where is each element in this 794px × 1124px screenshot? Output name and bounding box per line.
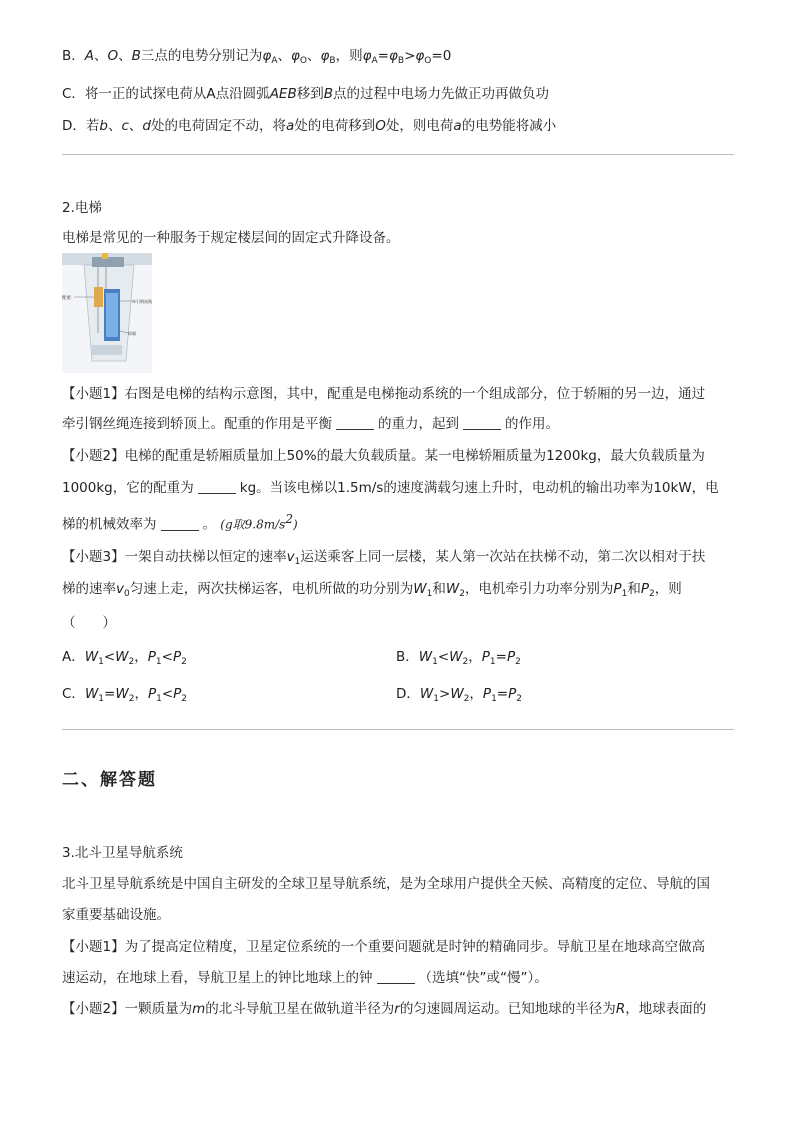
q3-intro-line1: 北斗卫星导航系统是中国自主研发的全球卫星导航系统，是为全球用户提供全天候、高精度的定位、导航的国 — [62, 876, 710, 892]
q2-option-d[interactable]: D．$W_1>W_2$，$P_1=P_2$ — [396, 686, 522, 704]
q2-sub3-line2: 梯的速率$v_0$匀速上走，两次扶梯运客，电机所做的功分别为$W_1$和$W_2$，电机牵引力功率分别为$P_1$和$P_2$，则 — [62, 581, 682, 599]
q2-sub3-line1: 【小题3】一架自动扶梯以恒定的速率$v_1$运送乘客上同一层楼，某人第一次站在扶梯不动，第二次以相对于扶 — [62, 549, 706, 567]
q2-option-a[interactable]: A．$W_1<W_2$，$P_1<P_2$ — [62, 649, 187, 667]
q1-option-b: B．A、O、B三点的电势分别记为$\varphi_A$、$\varphi_O$、$\varphi_B$，则$\varphi_A=\varphi_B>\varphi_O=0$ — [62, 48, 452, 66]
q3-sub1-line2: 速运动，在地球上看，导航卫星上的钟比地球上的钟 （选填“快”或“慢”）。 — [62, 970, 548, 986]
q2-option-b[interactable]: B．$W_1<W_2$，$P_1=P_2$ — [396, 649, 521, 667]
answer-blank[interactable] — [198, 480, 236, 494]
q1-option-c: C．将一正的试探电荷从A点沿圆弧AEB移到B点的过程中电场力先做正功再做负功 — [62, 86, 549, 102]
q2-option-c[interactable]: C．$W_1=W_2$，$P_1<P_2$ — [62, 686, 188, 704]
q2-sub2-line3: 梯的机械效率为 。 (g取$9.8m/s^2$) — [62, 512, 298, 533]
q2-sub2-line1: 【小题2】电梯的配重是轿厢质量加上50%的最大负载质量。某一电梯轿厢质量为1200kg，最大负载质量为 — [62, 448, 705, 464]
label-rope: 牵引钢丝绳 — [132, 299, 152, 304]
divider — [62, 154, 734, 155]
answer-blank[interactable] — [336, 416, 374, 430]
q3-intro-line2: 家重要基础设施。 — [62, 907, 170, 923]
q3-title: 3.北斗卫星导航系统 — [62, 845, 183, 861]
q2-sub3-paren: （ ） — [62, 615, 116, 631]
section-title: 二、解答题 — [62, 770, 157, 790]
answer-blank[interactable] — [377, 970, 415, 984]
q3-sub2-line1: 【小题2】一颗质量为m的北斗导航卫星在做轨道半径为r的匀速圆周运动。已知地球的半径为R，地球表面的 — [62, 1001, 707, 1017]
q2-title: 2.电梯 — [62, 200, 102, 216]
q2-sub2-line2: 1000kg，它的配重为 kg。当该电梯以1.5m/s的速度满载匀速上升时，电动机的输出功率为10kW，电 — [62, 480, 719, 496]
label-counterweight: 配重 — [62, 296, 71, 301]
answer-blank[interactable] — [463, 416, 501, 430]
elevator-diagram — [62, 253, 152, 373]
q3-sub1-line1: 【小题1】为了提高定位精度，卫星定位系统的一个重要问题就是时钟的精确同步。导航卫星在地球高空做高 — [62, 939, 706, 955]
divider — [62, 729, 734, 730]
q2-sub1-line1: 【小题1】右图是电梯的结构示意图，其中，配重是电梯拖动系统的一个组成部分，位于轿厢的另一边，通过 — [62, 386, 706, 402]
q2-intro: 电梯是常见的一种服务于规定楼层间的固定式升降设备。 — [62, 230, 400, 246]
answer-blank[interactable] — [161, 517, 199, 531]
q1-option-d: D．若b、c、d处的电荷固定不动，将a处的电荷移到O处，则电荷a的电势能将减小 — [62, 118, 557, 134]
label-car: 轿厢 — [128, 331, 136, 336]
q2-sub1-line2: 牵引钢丝绳连接到轿顶上。配重的作用是平衡 的重力，起到 的作用。 — [62, 416, 559, 432]
